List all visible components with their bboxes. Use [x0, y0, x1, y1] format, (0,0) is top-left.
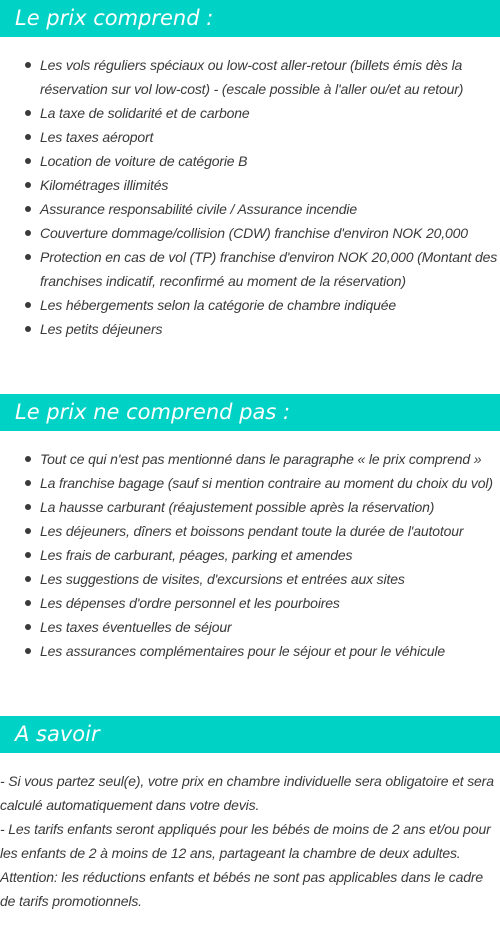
- section-header-excluded: [0, 394, 500, 431]
- list-item: Les vols réguliers spéciaux ou low-cost aller-retour (billets émis dès la réservation sur vol low-cost) - (escale possible à l'aller ou/et au retour): [0, 53, 500, 101]
- excluded-list: [0, 447, 500, 663]
- list-item: Les déjeuners, dîners et boissons pendant toute la durée de l'autotour: [0, 519, 500, 543]
- list-item: Les hébergements selon la catégorie de chambre indiquée: [0, 293, 500, 317]
- section-title: Le prix comprend :: [15, 6, 214, 30]
- list-item: Location de voiture de catégorie B: [0, 149, 500, 173]
- list-item: Assurance responsabilité civile / Assurance incendie: [0, 197, 500, 221]
- section-title: Le prix ne comprend pas :: [15, 400, 291, 424]
- list-item: Les dépenses d'ordre personnel et les pourboires: [0, 591, 500, 615]
- list-item: Kilométrages illimités: [0, 173, 500, 197]
- list-item: Les petits déjeuners: [0, 317, 500, 341]
- list-item: La franchise bagage (sauf si mention contraire au moment du choix du vol): [0, 471, 500, 495]
- list-item: Les suggestions de visites, d'excursions et entrées aux sites: [0, 567, 500, 591]
- section-header-info: [0, 716, 500, 753]
- list-item: Protection en cas de vol (TP) franchise d'environ NOK 20,000 (Montant des franchises indicatif, reconfirmé au moment de la réservation): [0, 245, 500, 293]
- info-text: [0, 769, 500, 913]
- list-item: Les taxes éventuelles de séjour: [0, 615, 500, 639]
- info-paragraph: - Les tarifs enfants seront appliqués pour les bébés de moins de 2 ans et/ou pour les enfants de 2 à moins de 12 ans, partageant la chambre de deux adultes.: [0, 821, 491, 861]
- section-title: A savoir: [15, 722, 100, 746]
- list-item: Tout ce qui n'est pas mentionné dans le paragraphe « le prix comprend »: [0, 447, 500, 471]
- list-item: Couverture dommage/collision (CDW) franchise d'environ NOK 20,000: [0, 221, 500, 245]
- included-list: [0, 53, 500, 341]
- info-paragraph: Attention: les réductions enfants et bébés ne sont pas applicables dans le cadre de tarifs promotionnels.: [0, 869, 483, 909]
- list-item: La hausse carburant (réajustement possible après la réservation): [0, 495, 500, 519]
- list-item: Les assurances complémentaires pour le séjour et pour le véhicule: [0, 639, 500, 663]
- list-item: Les frais de carburant, péages, parking et amendes: [0, 543, 500, 567]
- section-header-included: [0, 0, 500, 37]
- info-paragraph: - Si vous partez seul(e), votre prix en chambre individuelle sera obligatoire et sera calculé automatiquement dans votre devis.: [0, 773, 494, 813]
- list-item: La taxe de solidarité et de carbone: [0, 101, 500, 125]
- list-item: Les taxes aéroport: [0, 125, 500, 149]
